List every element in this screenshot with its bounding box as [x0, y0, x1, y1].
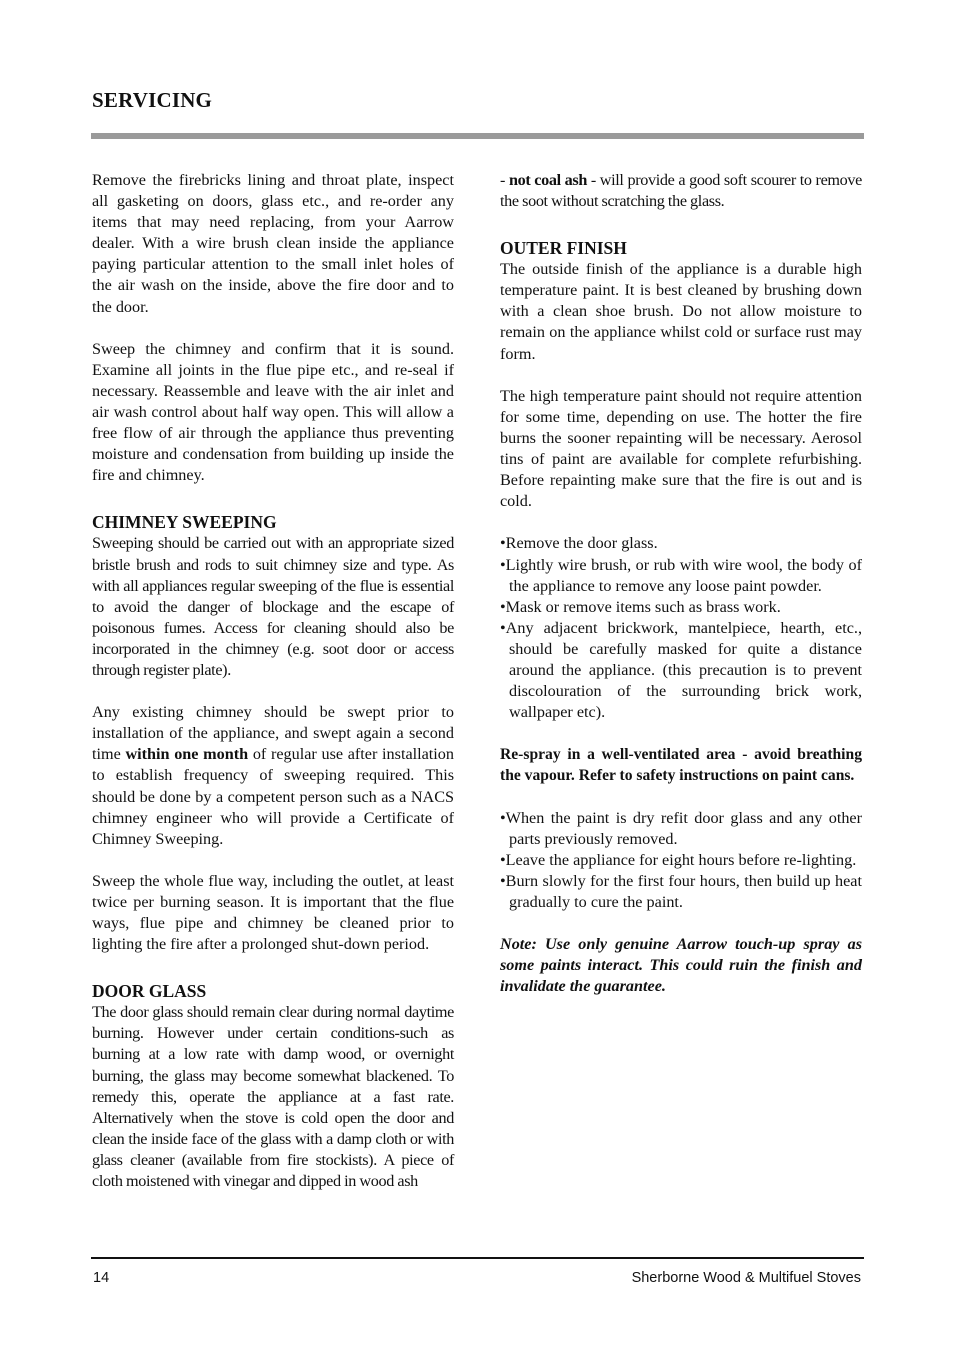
paragraph-outer-finish: The outside finish of the appliance is a durable high temperature paint. It is best cleaned by brushing down with a clean shoe brush. Do not allow moisture to remain on the appliance whilst cold or surface rust may form.	[500, 260, 862, 363]
list-item: •Lightly wire brush, or rub with wire wool, the body of the appliance to remove any loose paint powder.	[500, 555, 862, 595]
text-run: -	[500, 171, 509, 189]
right-column	[500, 170, 862, 997]
list-item: •Any adjacent brickwork, mantelpiece, hearth, etc., should be carefully masked for quite a distance around the appliance. (this precaution is to prevent discolouration of the surrounding brick work, wallpaper etc).	[500, 618, 862, 722]
paragraph-reassembly: Sweep the chimney and confirm that it is sound. Examine all joints in the flue pipe etc., and re-seal if necessary. Reassemble and leave with the air inlet and air wash control about half way open. This will allow a free flow of air through the appliance thus preventing moisture and condensation from building up inside the fire and chimney.	[92, 339, 454, 485]
list-item: •Remove the door glass.	[500, 534, 658, 553]
paragraph-door-glass: The door glass should remain clear during normal daytime burning. However under certain conditions-such as burning at a low rate with damp wood, or overnight burning, the glass may become somewhat blackened. To remedy this, operate the appliance at a fast rate. Alternatively when the stove is cold open the door and clean the inside face of the glass with a damp cloth or with glass cleaner (available from fire stockists). A piece of cloth moistened with vinegar and dipped in wood ash	[92, 1003, 454, 1191]
emphasis-within-one-month: within one month	[125, 745, 249, 764]
after-paint-steps-list	[500, 808, 862, 913]
page-title: SERVICING	[92, 88, 213, 112]
page-number: 14	[93, 1270, 110, 1286]
header-divider	[91, 133, 864, 139]
list-item: •When the paint is dry refit door glass and any other parts previously removed.	[500, 808, 862, 848]
paragraph-existing-chimney	[92, 702, 454, 850]
heading-chimney-sweeping: CHIMNEY SWEEPING	[92, 512, 277, 533]
repaint-steps-list	[500, 533, 862, 723]
paragraph-chimney-sweeping: Sweeping should be carried out with an appropriate sized bristle brush and rods to suit chimney size and type. As with all appliances regular sweeping of the flue is essential to avoid the danger of blockage and the escape of poisonous fumes. Access for cleaning should also be incorporated in the chimney (e.g. soot door or access through register plate).	[92, 534, 454, 679]
heading-outer-finish: OUTER FINISH	[500, 238, 627, 259]
paragraph-door-glass-continued	[500, 170, 862, 212]
text-run: of regular use after installation to establish frequency of sweeping required. This should be done by a competent person such as a NACS chimney engineer who will provide a Certificate of Chimney Sweeping.	[92, 745, 454, 848]
ventilation-warning: Re-spray in a well-ventilated area - avoid breathing the vapour. Refer to safety instructions on paint cans.	[500, 746, 862, 785]
paragraph-flue-sweep: Sweep the whole flue way, including the outlet, at least twice per burning season. It is important that the flue ways, flue pipe and chimney be cleaned prior to lighting the fire after a prolonged shut-down period.	[92, 871, 454, 954]
list-item: •Mask or remove items such as brass work.	[500, 597, 781, 616]
text-run: - will provide a good soft scourer to remove the soot without scratching the glass.	[500, 171, 863, 211]
heading-door-glass: DOOR GLASS	[92, 981, 207, 1002]
document-title: Sherborne Wood & Multifuel Stoves	[631, 1270, 861, 1286]
footer-divider	[91, 1257, 864, 1259]
paragraph-inspection: Remove the firebricks lining and throat plate, inspect all gasketing on doors, glass etc., and re-order any items that may need replacing, from your Aarrow dealer. With a wire brush clean inside the appliance paying particular attention to the small inlet holes of the air wash on the inside, above the fire door and to the door.	[92, 171, 454, 316]
left-column	[92, 170, 454, 1192]
touch-up-spray-note: Note: Use only genuine Aarrow touch-up spray as some paints interact. This could ruin the finish and invalidate the guarantee.	[500, 935, 862, 996]
list-item: •Leave the appliance for eight hours before re-lighting.	[500, 850, 857, 869]
paragraph-high-temp-paint: The high temperature paint should not require attention for some time, depending on use. The hotter the fire burns the sooner repainting will be necessary. Aerosol tins of paint are available for complete refurbishing. Before repainting make sure that the fire is out and is cold.	[500, 386, 862, 511]
emphasis-not-coal-ash: not coal ash	[508, 171, 587, 189]
list-item: •Burn slowly for the first four hours, then build up heat gradually to cure the paint.	[500, 871, 862, 911]
text-run: Any existing chimney should be swept prior to installation of the appliance, and swept again a second time	[92, 703, 454, 764]
